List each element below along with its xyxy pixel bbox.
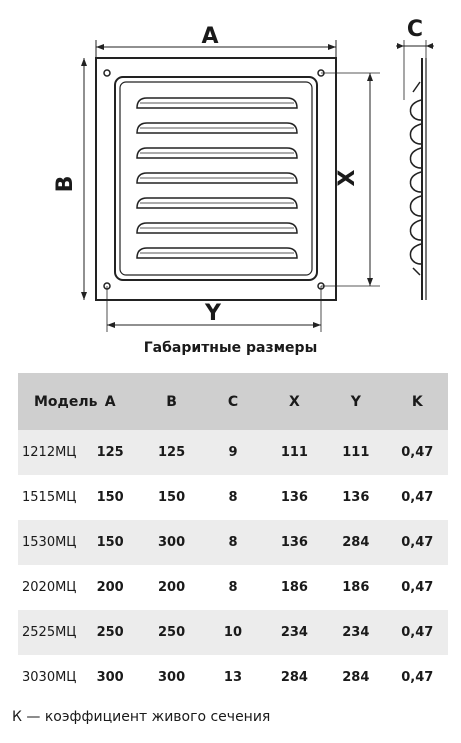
profile-louver [410,124,421,144]
value-cell: 10 [202,610,263,655]
value-cell: 200 [96,580,124,595]
model-cell: 1530МЦ [18,520,79,565]
model-cell: 3030МЦ [22,670,77,685]
value-cell: 284 [342,670,370,685]
value-cell: 250 [141,610,202,655]
value-cell: 136 [342,490,370,505]
value-cell: 111 [325,430,386,475]
value-cell: 111 [264,430,325,475]
table-row [18,565,448,610]
header-k: K [387,373,448,430]
profile-louver [410,244,421,264]
value-cell: 125 [79,430,140,475]
header-x: X [264,373,325,430]
value-cell: 9 [202,430,263,475]
value-cell: 8 [228,490,238,505]
header-y: Y [325,373,386,430]
table-row [18,655,448,700]
value-cell: 150 [157,490,186,505]
model-cell: 2525МЦ [18,610,79,655]
value-cell: 0,47 [387,430,448,475]
drawing-caption: Габаритные размеры [143,340,318,356]
value-cell: 0,47 [387,610,448,655]
dimension-x-label: X [335,169,360,187]
value-cell: 150 [96,490,124,505]
value-cell: 0,47 [387,520,448,565]
value-cell: 186 [342,580,370,595]
header-c: C [202,373,263,430]
profile-louver [410,220,421,240]
table-header-row [18,373,448,430]
model-cell: 1212МЦ [18,430,79,475]
value-cell: 0,47 [401,670,434,685]
header-a: A [79,373,140,430]
value-cell: 8 [228,580,238,595]
dimension-y-label: Y [205,301,221,326]
value-cell: 234 [325,610,386,655]
value-cell: 150 [79,520,140,565]
dimension-b-label: B [53,175,78,193]
dimension-a-label: A [201,24,219,49]
footnote: К — коэффициент живого сечения [12,709,271,725]
table-row [18,475,448,520]
model-cell: 2020МЦ [22,580,77,595]
value-cell: 13 [223,670,243,685]
value-cell: 300 [96,670,124,685]
table-row [18,610,448,655]
value-cell: 234 [264,610,325,655]
technical-drawing [0,0,461,335]
model-cell: 1515МЦ [22,490,77,505]
dimension-c-label: C [406,17,424,42]
value-cell: 200 [157,580,186,595]
value-cell: 125 [141,430,202,475]
table-row [18,520,448,565]
side-profile-louvers [410,100,421,264]
header-b: B [141,373,202,430]
value-cell: 250 [79,610,140,655]
value-cell: 300 [141,520,202,565]
value-cell: 8 [202,520,263,565]
value-cell: 136 [280,490,308,505]
value-cell: 284 [325,520,386,565]
profile-louver [410,148,421,168]
dimensions-table [18,373,448,700]
value-cell: 284 [280,670,308,685]
value-cell: 300 [157,670,186,685]
value-cell: 0,47 [401,580,434,595]
value-cell: 136 [264,520,325,565]
value-cell: 186 [280,580,308,595]
profile-louver [410,100,421,120]
profile-louver [410,172,421,192]
table-row [18,430,448,475]
value-cell: 0,47 [401,490,434,505]
profile-louver [410,196,421,216]
header-model: Модель [18,373,79,430]
